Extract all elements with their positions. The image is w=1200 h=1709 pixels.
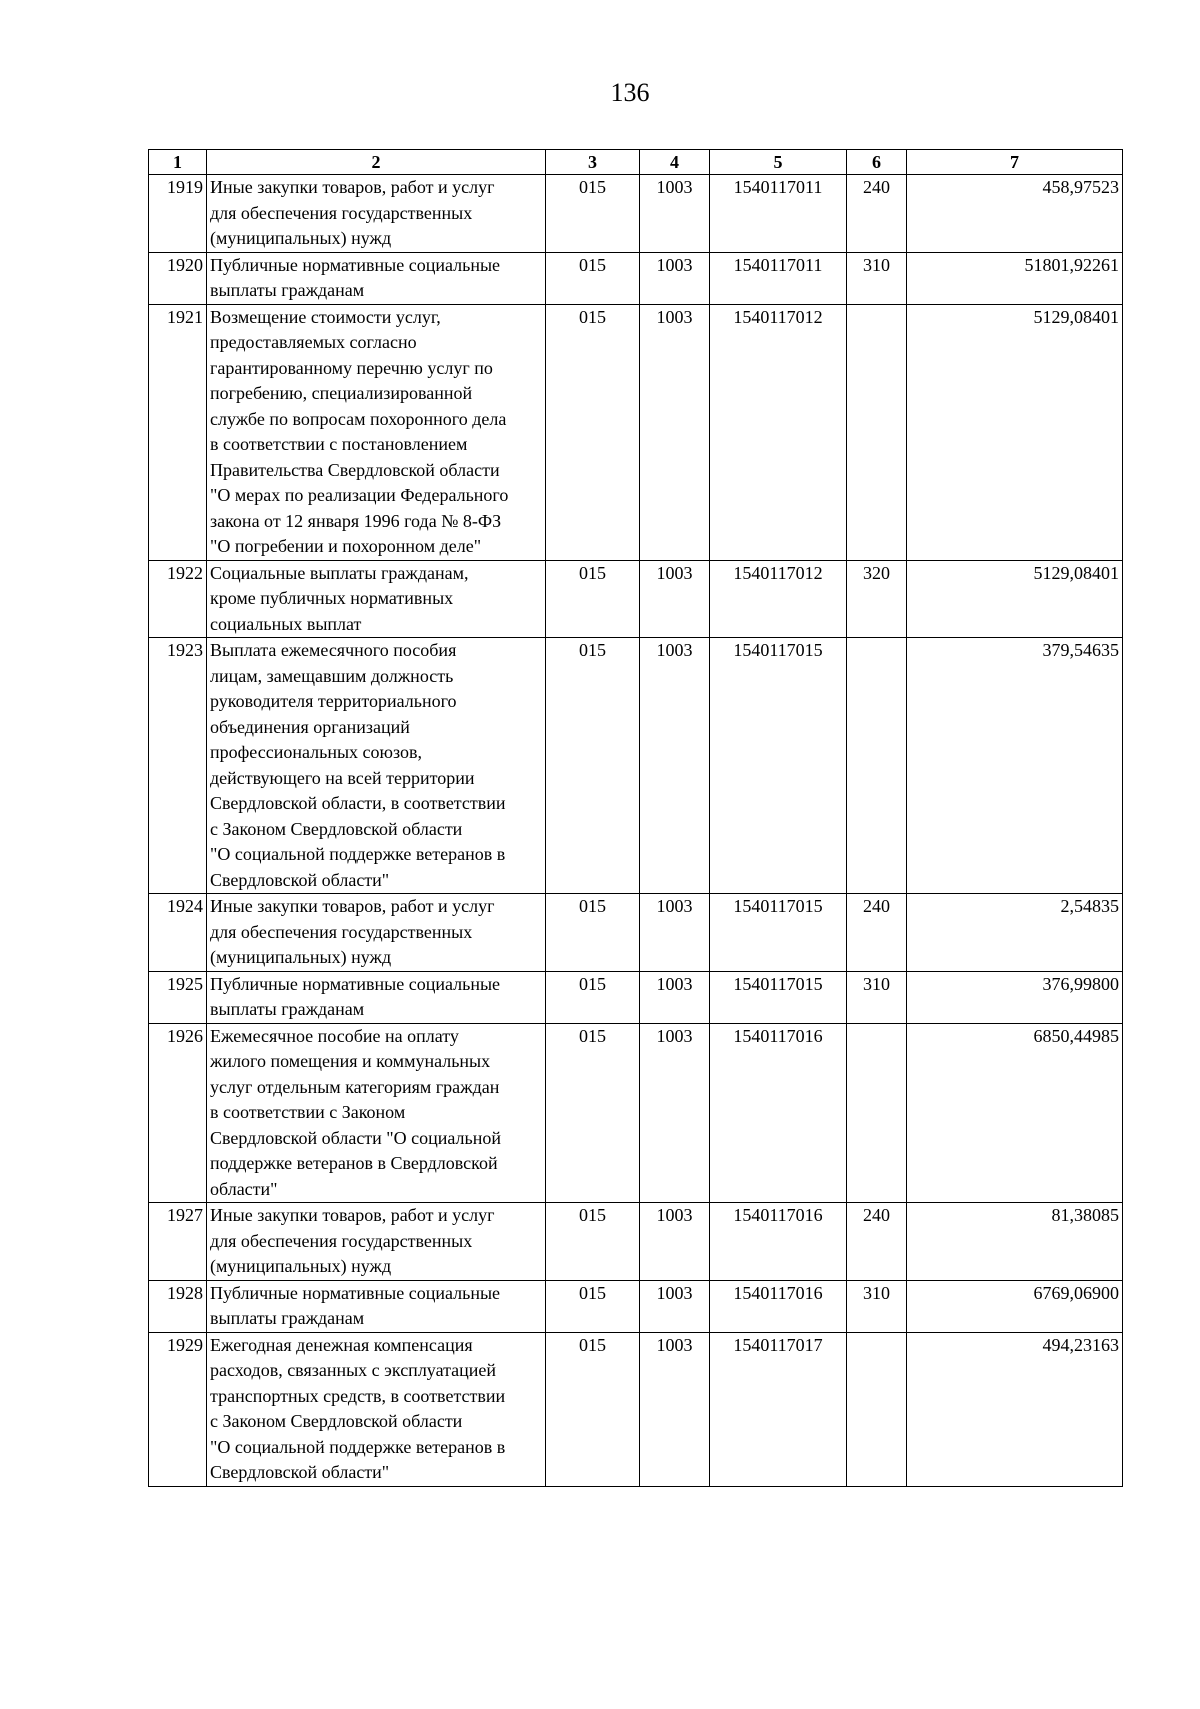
description-line: поддержке ветеранов в Свердловской xyxy=(210,1153,498,1173)
row-expense-type: 240 xyxy=(847,1203,907,1281)
description-line: Свердловской области" xyxy=(210,869,390,890)
row-number: 1926 xyxy=(149,1023,207,1203)
description-line: Возмещение стоимости услуг, xyxy=(210,306,441,327)
row-section-code: 1003 xyxy=(640,560,710,638)
table-row xyxy=(149,304,1123,560)
description-line: "О социальной поддержке ветеранов в xyxy=(210,844,506,864)
row-description xyxy=(207,1280,546,1332)
row-amount: 5129,08401 xyxy=(907,304,1123,560)
description-line: профессиональных союзов, xyxy=(210,742,422,762)
row-target-code: 1540117011 xyxy=(710,252,847,304)
row-admin-code: 015 xyxy=(546,175,640,253)
row-number: 1920 xyxy=(149,252,207,304)
row-expense-type xyxy=(847,1332,907,1486)
row-admin-code: 015 xyxy=(546,560,640,638)
budget-table xyxy=(148,149,1123,1487)
row-target-code: 1540117016 xyxy=(710,1280,847,1332)
row-section-code: 1003 xyxy=(640,638,710,894)
row-target-code: 1540117012 xyxy=(710,304,847,560)
table-row xyxy=(149,894,1123,972)
description-line: "О социальной поддержке ветеранов в xyxy=(210,1436,506,1457)
row-admin-code: 015 xyxy=(546,304,640,560)
description-line: выплаты гражданам xyxy=(210,280,365,300)
row-number: 1929 xyxy=(149,1332,207,1486)
row-expense-type: 310 xyxy=(847,1280,907,1332)
row-admin-code: 015 xyxy=(546,971,640,1023)
row-number: 1919 xyxy=(149,175,207,253)
row-number: 1927 xyxy=(149,1203,207,1281)
row-expense-type xyxy=(847,304,907,560)
row-description xyxy=(207,1203,546,1281)
row-description xyxy=(207,252,546,304)
header-col-6: 6 xyxy=(847,150,907,175)
description-line: транспортных средств, в соответствии xyxy=(210,1385,506,1406)
row-description xyxy=(207,638,546,894)
description-line: предоставляемых согласно xyxy=(210,332,417,352)
row-admin-code: 015 xyxy=(546,638,640,894)
description-line: (муниципальных) нужд xyxy=(210,228,392,248)
description-line: Свердловской области" xyxy=(210,1462,390,1482)
row-amount: 6850,44985 xyxy=(907,1023,1123,1203)
row-admin-code: 015 xyxy=(546,1280,640,1332)
row-target-code: 1540117016 xyxy=(710,1023,847,1203)
description-line: руководителя территориального xyxy=(210,691,457,711)
description-line: "О погребении и похоронном деле" xyxy=(210,536,482,556)
row-expense-type xyxy=(847,1023,907,1203)
row-admin-code: 015 xyxy=(546,894,640,972)
row-expense-type: 320 xyxy=(847,560,907,638)
description-line: в соответствии с постановлением xyxy=(210,434,468,454)
row-target-code: 1540117015 xyxy=(710,971,847,1023)
description-line: с Законом Свердловской области xyxy=(210,818,463,839)
row-number: 1925 xyxy=(149,971,207,1023)
row-section-code: 1003 xyxy=(640,304,710,560)
row-admin-code: 015 xyxy=(546,1332,640,1486)
row-target-code: 1540117011 xyxy=(710,175,847,253)
header-col-7: 7 xyxy=(907,150,1123,175)
description-line: службе по вопросам похоронного дела xyxy=(210,408,507,429)
row-expense-type: 240 xyxy=(847,175,907,253)
table-row xyxy=(149,1203,1123,1281)
description-line: для обеспечения государственных xyxy=(210,202,473,223)
description-line: Свердловской области, в соответствии xyxy=(210,793,506,813)
row-target-code: 1540117012 xyxy=(710,560,847,638)
row-number: 1928 xyxy=(149,1280,207,1332)
table-row xyxy=(149,560,1123,638)
table-row xyxy=(149,1280,1123,1332)
header-col-4: 4 xyxy=(640,150,710,175)
description-line: области" xyxy=(210,1178,278,1199)
description-line: Публичные нормативные социальные xyxy=(210,254,501,275)
description-line: закона от 12 января 1996 года № 8-ФЗ xyxy=(210,510,502,531)
table-row xyxy=(149,971,1123,1023)
description-line: Выплата ежемесячного пособия xyxy=(210,640,457,660)
description-line: Публичные нормативные социальные xyxy=(210,1282,501,1303)
header-row xyxy=(149,150,1123,175)
row-number: 1922 xyxy=(149,560,207,638)
description-line: лицам, замещавшим должность xyxy=(210,665,454,686)
row-amount: 2,54835 xyxy=(907,894,1123,972)
description-line: услуг отдельным категориям граждан xyxy=(210,1076,500,1097)
row-admin-code: 015 xyxy=(546,1203,640,1281)
row-section-code: 1003 xyxy=(640,1203,710,1281)
description-line: Свердловской области "О социальной xyxy=(210,1127,502,1148)
row-section-code: 1003 xyxy=(640,252,710,304)
row-description xyxy=(207,1332,546,1486)
description-line: расходов, связанных с эксплуатацией xyxy=(210,1360,497,1380)
description-line: с Законом Свердловской области xyxy=(210,1411,463,1431)
description-line: (муниципальных) нужд xyxy=(210,1256,392,1276)
description-line: в соответствии с Законом xyxy=(210,1102,406,1122)
description-line: социальных выплат xyxy=(210,613,362,634)
table-row xyxy=(149,252,1123,304)
description-line: Ежемесячное пособие на оплату xyxy=(210,1025,459,1046)
row-amount: 6769,06900 xyxy=(907,1280,1123,1332)
row-target-code: 1540117016 xyxy=(710,1203,847,1281)
header-col-5: 5 xyxy=(710,150,847,175)
description-line: Иные закупки товаров, работ и услуг xyxy=(210,177,495,197)
row-amount: 494,23163 xyxy=(907,1332,1123,1486)
header-col-3: 3 xyxy=(546,150,640,175)
description-line: Правительства Свердловской области xyxy=(210,459,500,480)
header-col-2: 2 xyxy=(207,150,546,175)
row-admin-code: 015 xyxy=(546,1023,640,1203)
row-admin-code: 015 xyxy=(546,252,640,304)
row-number: 1924 xyxy=(149,894,207,972)
row-description xyxy=(207,175,546,253)
table-row xyxy=(149,175,1123,253)
row-target-code: 1540117015 xyxy=(710,638,847,894)
row-number: 1923 xyxy=(149,638,207,894)
row-description xyxy=(207,560,546,638)
row-section-code: 1003 xyxy=(640,175,710,253)
row-section-code: 1003 xyxy=(640,894,710,972)
header-col-1: 1 xyxy=(149,150,207,175)
table-body xyxy=(149,175,1123,1487)
row-description xyxy=(207,304,546,560)
description-line: Иные закупки товаров, работ и услуг xyxy=(210,896,495,916)
row-section-code: 1003 xyxy=(640,1332,710,1486)
description-line: выплаты гражданам xyxy=(210,999,365,1019)
description-line: Иные закупки товаров, работ и услуг xyxy=(210,1205,495,1225)
description-line: для обеспечения государственных xyxy=(210,1230,473,1251)
row-target-code: 1540117017 xyxy=(710,1332,847,1486)
row-amount: 379,54635 xyxy=(907,638,1123,894)
description-line: действующего на всей территории xyxy=(210,767,475,788)
row-amount: 458,97523 xyxy=(907,175,1123,253)
description-line: для обеспечения государственных xyxy=(210,921,473,942)
page-number: 136 xyxy=(610,78,650,107)
row-amount: 51801,92261 xyxy=(907,252,1123,304)
row-section-code: 1003 xyxy=(640,1023,710,1203)
description-line: (муниципальных) нужд xyxy=(210,947,392,967)
row-expense-type: 310 xyxy=(847,971,907,1023)
description-line: "О мерах по реализации Федерального xyxy=(210,485,509,505)
row-expense-type xyxy=(847,638,907,894)
description-line: погребению, специализированной xyxy=(210,383,473,403)
description-line: гарантированному перечню услуг по xyxy=(210,357,493,378)
row-expense-type: 240 xyxy=(847,894,907,972)
row-description xyxy=(207,894,546,972)
row-description xyxy=(207,1023,546,1203)
description-line: Ежегодная денежная компенсация xyxy=(210,1334,473,1355)
row-description xyxy=(207,971,546,1023)
table-row xyxy=(149,1023,1123,1203)
row-amount: 5129,08401 xyxy=(907,560,1123,638)
description-line: Социальные выплаты гражданам, xyxy=(210,562,469,583)
table-row xyxy=(149,1332,1123,1486)
description-line: жилого помещения и коммунальных xyxy=(210,1051,491,1071)
row-amount: 376,99800 xyxy=(907,971,1123,1023)
row-section-code: 1003 xyxy=(640,1280,710,1332)
description-line: объединения организаций xyxy=(210,716,410,737)
description-line: Публичные нормативные социальные xyxy=(210,973,501,994)
description-line: кроме публичных нормативных xyxy=(210,588,454,608)
row-number: 1921 xyxy=(149,304,207,560)
row-amount: 81,38085 xyxy=(907,1203,1123,1281)
row-target-code: 1540117015 xyxy=(710,894,847,972)
table-row xyxy=(149,638,1123,894)
row-section-code: 1003 xyxy=(640,971,710,1023)
row-expense-type: 310 xyxy=(847,252,907,304)
description-line: выплаты гражданам xyxy=(210,1308,365,1328)
